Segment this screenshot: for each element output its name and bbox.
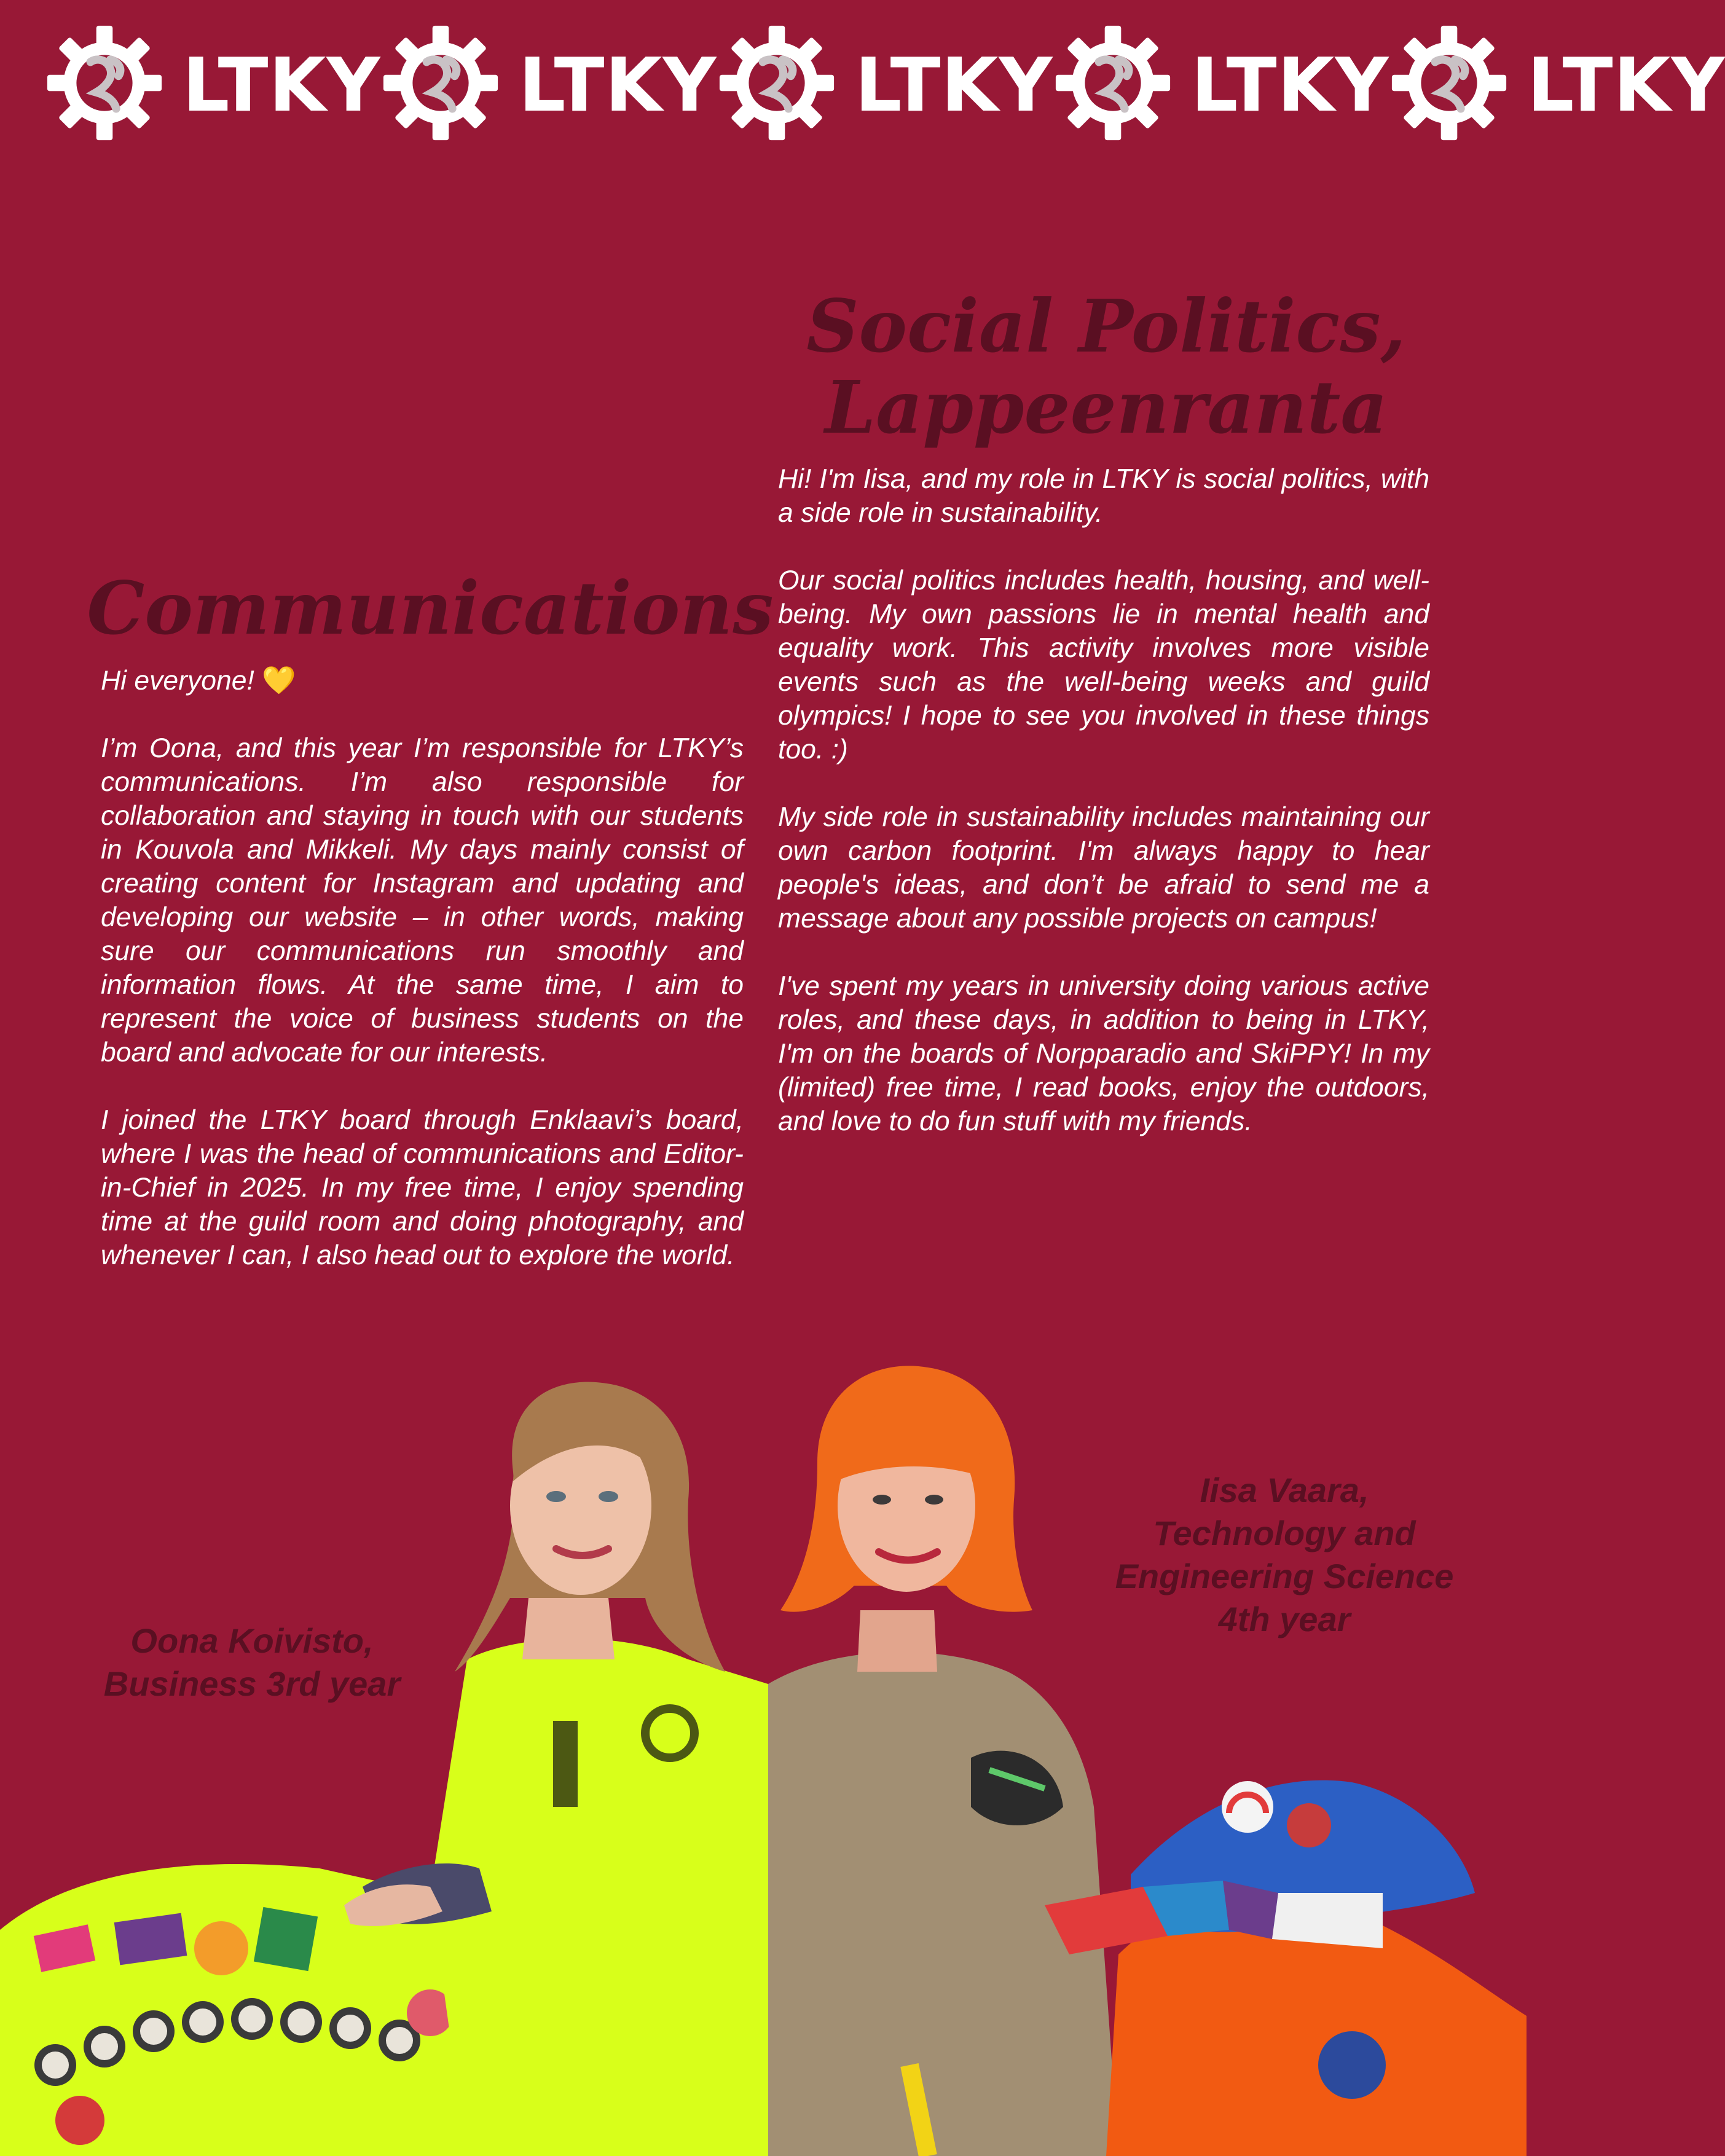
social-politics-heading-line2: Lappeenranta: [825, 364, 1388, 450]
guild-cog-emblem-icon: [1055, 25, 1171, 141]
guild-cog-emblem-icon: [382, 25, 499, 141]
communications-paragraph: I’m Oona, and this year I’m responsible for LTKY’s communications. I’m also responsible for collaboration and staying in touch with our students in Kouvola and Mikkeli. My days mainly consist of creating content for Instagram and updating and developing our website – in other words, making sure our communications run smoothly and information flows. At the same time, I aim to represent the voice of business students on the board and advocate for our interests.: [101, 733, 744, 1068]
communications-greeting-line: [101, 664, 744, 698]
social-politics-paragraph: Our social politics includes health, housing, and well-being. My own passions lie in mental health and equality work. This activity involves more visible events such as the well-being weeks and guild olympics! I hope to see you involved in these things too. :): [778, 565, 1429, 765]
iisa-caption-line: Engineering Science: [1115, 1557, 1454, 1595]
oona-caption-line: Oona Koivisto,: [130, 1621, 374, 1660]
guild-cog-emblem-icon: [46, 25, 163, 141]
guild-cog-emblem-icon: [1391, 25, 1507, 141]
communications-greeting: Hi everyone!: [101, 666, 254, 696]
logo-text: LTKY: [519, 43, 717, 128]
iisa-caption-line: Technology and: [1153, 1514, 1416, 1552]
board-members-photo: [0, 1340, 1527, 2156]
social-politics-paragraph: I've spent my years in university doing various active roles, and these days, in addition to being in LTKY, I'm on the boards of Norpparadio and SkiPPY! In my (limited) free time, I read books, enjoy the outdoors, and love to do fun stuff with my friends.: [778, 971, 1429, 1136]
iisa-caption-line: Iisa Vaara,: [1200, 1471, 1369, 1509]
logo-text: LTKY: [1191, 43, 1389, 128]
social-politics-paragraph: Hi! I'm Iisa, and my role in LTKY is social politics, with a side role in sustainability.: [778, 464, 1429, 528]
oona-caption: [80, 1619, 424, 1706]
communications-heading: Communications: [87, 565, 774, 651]
oona-caption-line: Business 3rd year: [103, 1664, 401, 1703]
guild-cog-emblem-icon: [718, 25, 835, 141]
iisa-caption-line: 4th year: [1218, 1600, 1351, 1639]
logo-text: LTKY: [1527, 43, 1725, 128]
board-members-illustration: [0, 1340, 1527, 2156]
logo-text: LTKY: [855, 43, 1053, 128]
iisa-caption: [1082, 1469, 1487, 1641]
communications-paragraph: I joined the LTKY board through Enklaavi’s board, where I was the head of communications and Editor-in-Chief in 2025. In my free time, I enjoy spending time at the guild room and doing photography, and whenever I can, I also head out to explore the world.: [101, 1105, 744, 1270]
social-politics-heading-line1: Social Politics,: [806, 283, 1406, 369]
communications-text: [101, 664, 744, 1272]
logo-banner: [0, 0, 1725, 178]
social-politics-paragraph: My side role in sustainability includes maintaining our own carbon footprint. I'm always happy to hear people's ideas, and don’t be afraid to send me a message about any possible projects on campus!: [778, 802, 1429, 934]
logo-text: LTKY: [183, 43, 381, 128]
social-politics-heading: [768, 283, 1444, 450]
yellow-heart-icon: 💛: [262, 666, 296, 696]
social-politics-text: [778, 462, 1429, 1138]
